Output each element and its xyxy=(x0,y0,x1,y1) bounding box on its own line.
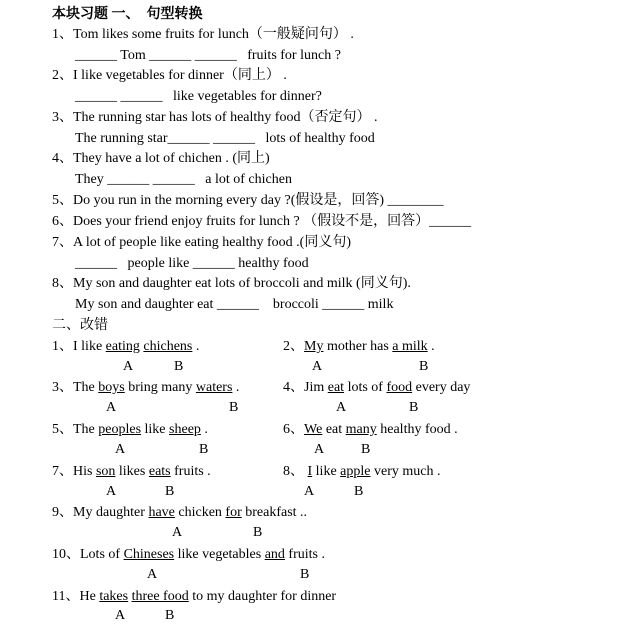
question-8: 8、My son and daughter eat lots of broccoli and milk (同义句). xyxy=(52,276,411,291)
error-question-4: 4、Jim eat lots of food every day xyxy=(283,380,471,395)
label-b: B xyxy=(354,484,364,499)
label-b: B xyxy=(229,400,239,415)
label-a: A xyxy=(304,484,315,499)
section-title: 本块习题 一、 句型转换 xyxy=(52,7,203,22)
answer-line-1: ______ Tom ______ ______ fruits for lunch ? xyxy=(75,48,341,63)
label-b: B xyxy=(361,442,371,457)
part2-title: 二、改错 xyxy=(52,318,108,333)
label-b: B xyxy=(165,484,175,499)
answer-line-8: My son and daughter eat ______ broccoli ______ milk xyxy=(75,297,394,312)
label-b: B xyxy=(253,525,263,540)
question-4: 4、They have a lot of chichen . (同上) xyxy=(52,151,270,166)
label-b: B xyxy=(174,359,184,374)
error-question-7: 7、His son likes eats fruits . xyxy=(52,464,211,479)
label-a: A xyxy=(336,400,347,415)
error-question-1: 1、I like eating chichens . xyxy=(52,339,200,354)
label-b: B xyxy=(199,442,209,457)
label-a: A xyxy=(115,442,126,457)
error-question-8: 8、 I like apple very much . xyxy=(283,464,441,479)
error-question-6: 6、We eat many healthy food . xyxy=(283,422,458,437)
question-2: 2、I like vegetables for dinner（同上） . xyxy=(52,68,287,83)
label-b: B xyxy=(300,567,310,582)
question-5: 5、Do you run in the morning every day ?(假设是，回答) ________ xyxy=(52,193,444,208)
label-a: A xyxy=(147,567,158,582)
answer-line-2: ______ ______ like vegetables for dinner? xyxy=(75,89,322,104)
error-question-10: 10、Lots of Chineses like vegetables and fruits . xyxy=(52,547,325,562)
label-a: A xyxy=(123,359,134,374)
question-1: 1、Tom likes some fruits for lunch（一般疑问句） . xyxy=(52,27,354,42)
label-a: A xyxy=(106,400,117,415)
label-a: A xyxy=(314,442,325,457)
error-question-11: 11、He takes three food to my daughter for dinner xyxy=(52,589,337,604)
label-a: A xyxy=(106,484,117,499)
label-b: B xyxy=(165,608,175,623)
answer-line-4: They ______ ______ a lot of chichen xyxy=(75,172,292,187)
error-question-2: 2、My mother has a milk . xyxy=(283,339,435,354)
question-7: 7、A lot of people like eating healthy food .(同义句) xyxy=(52,235,351,250)
label-a: A xyxy=(115,608,126,623)
label-a: A xyxy=(172,525,183,540)
label-b: B xyxy=(409,400,419,415)
error-question-5: 5、The peoples like sheep . xyxy=(52,422,208,437)
answer-line-7: ______ people like ______ healthy food xyxy=(75,256,309,271)
answer-line-3: The running star______ ______ lots of healthy food xyxy=(75,131,375,146)
question-3: 3、The running star has lots of healthy food（否定句） . xyxy=(52,110,378,125)
error-question-9: 9、My daughter have chicken for breakfast .. xyxy=(52,505,308,520)
question-6: 6、Does your friend enjoy fruits for lunch ? （假设不是，回答）______ xyxy=(52,214,472,229)
error-question-3: 3、The boys bring many waters . xyxy=(52,380,240,395)
label-a: A xyxy=(312,359,323,374)
label-b: B xyxy=(419,359,429,374)
